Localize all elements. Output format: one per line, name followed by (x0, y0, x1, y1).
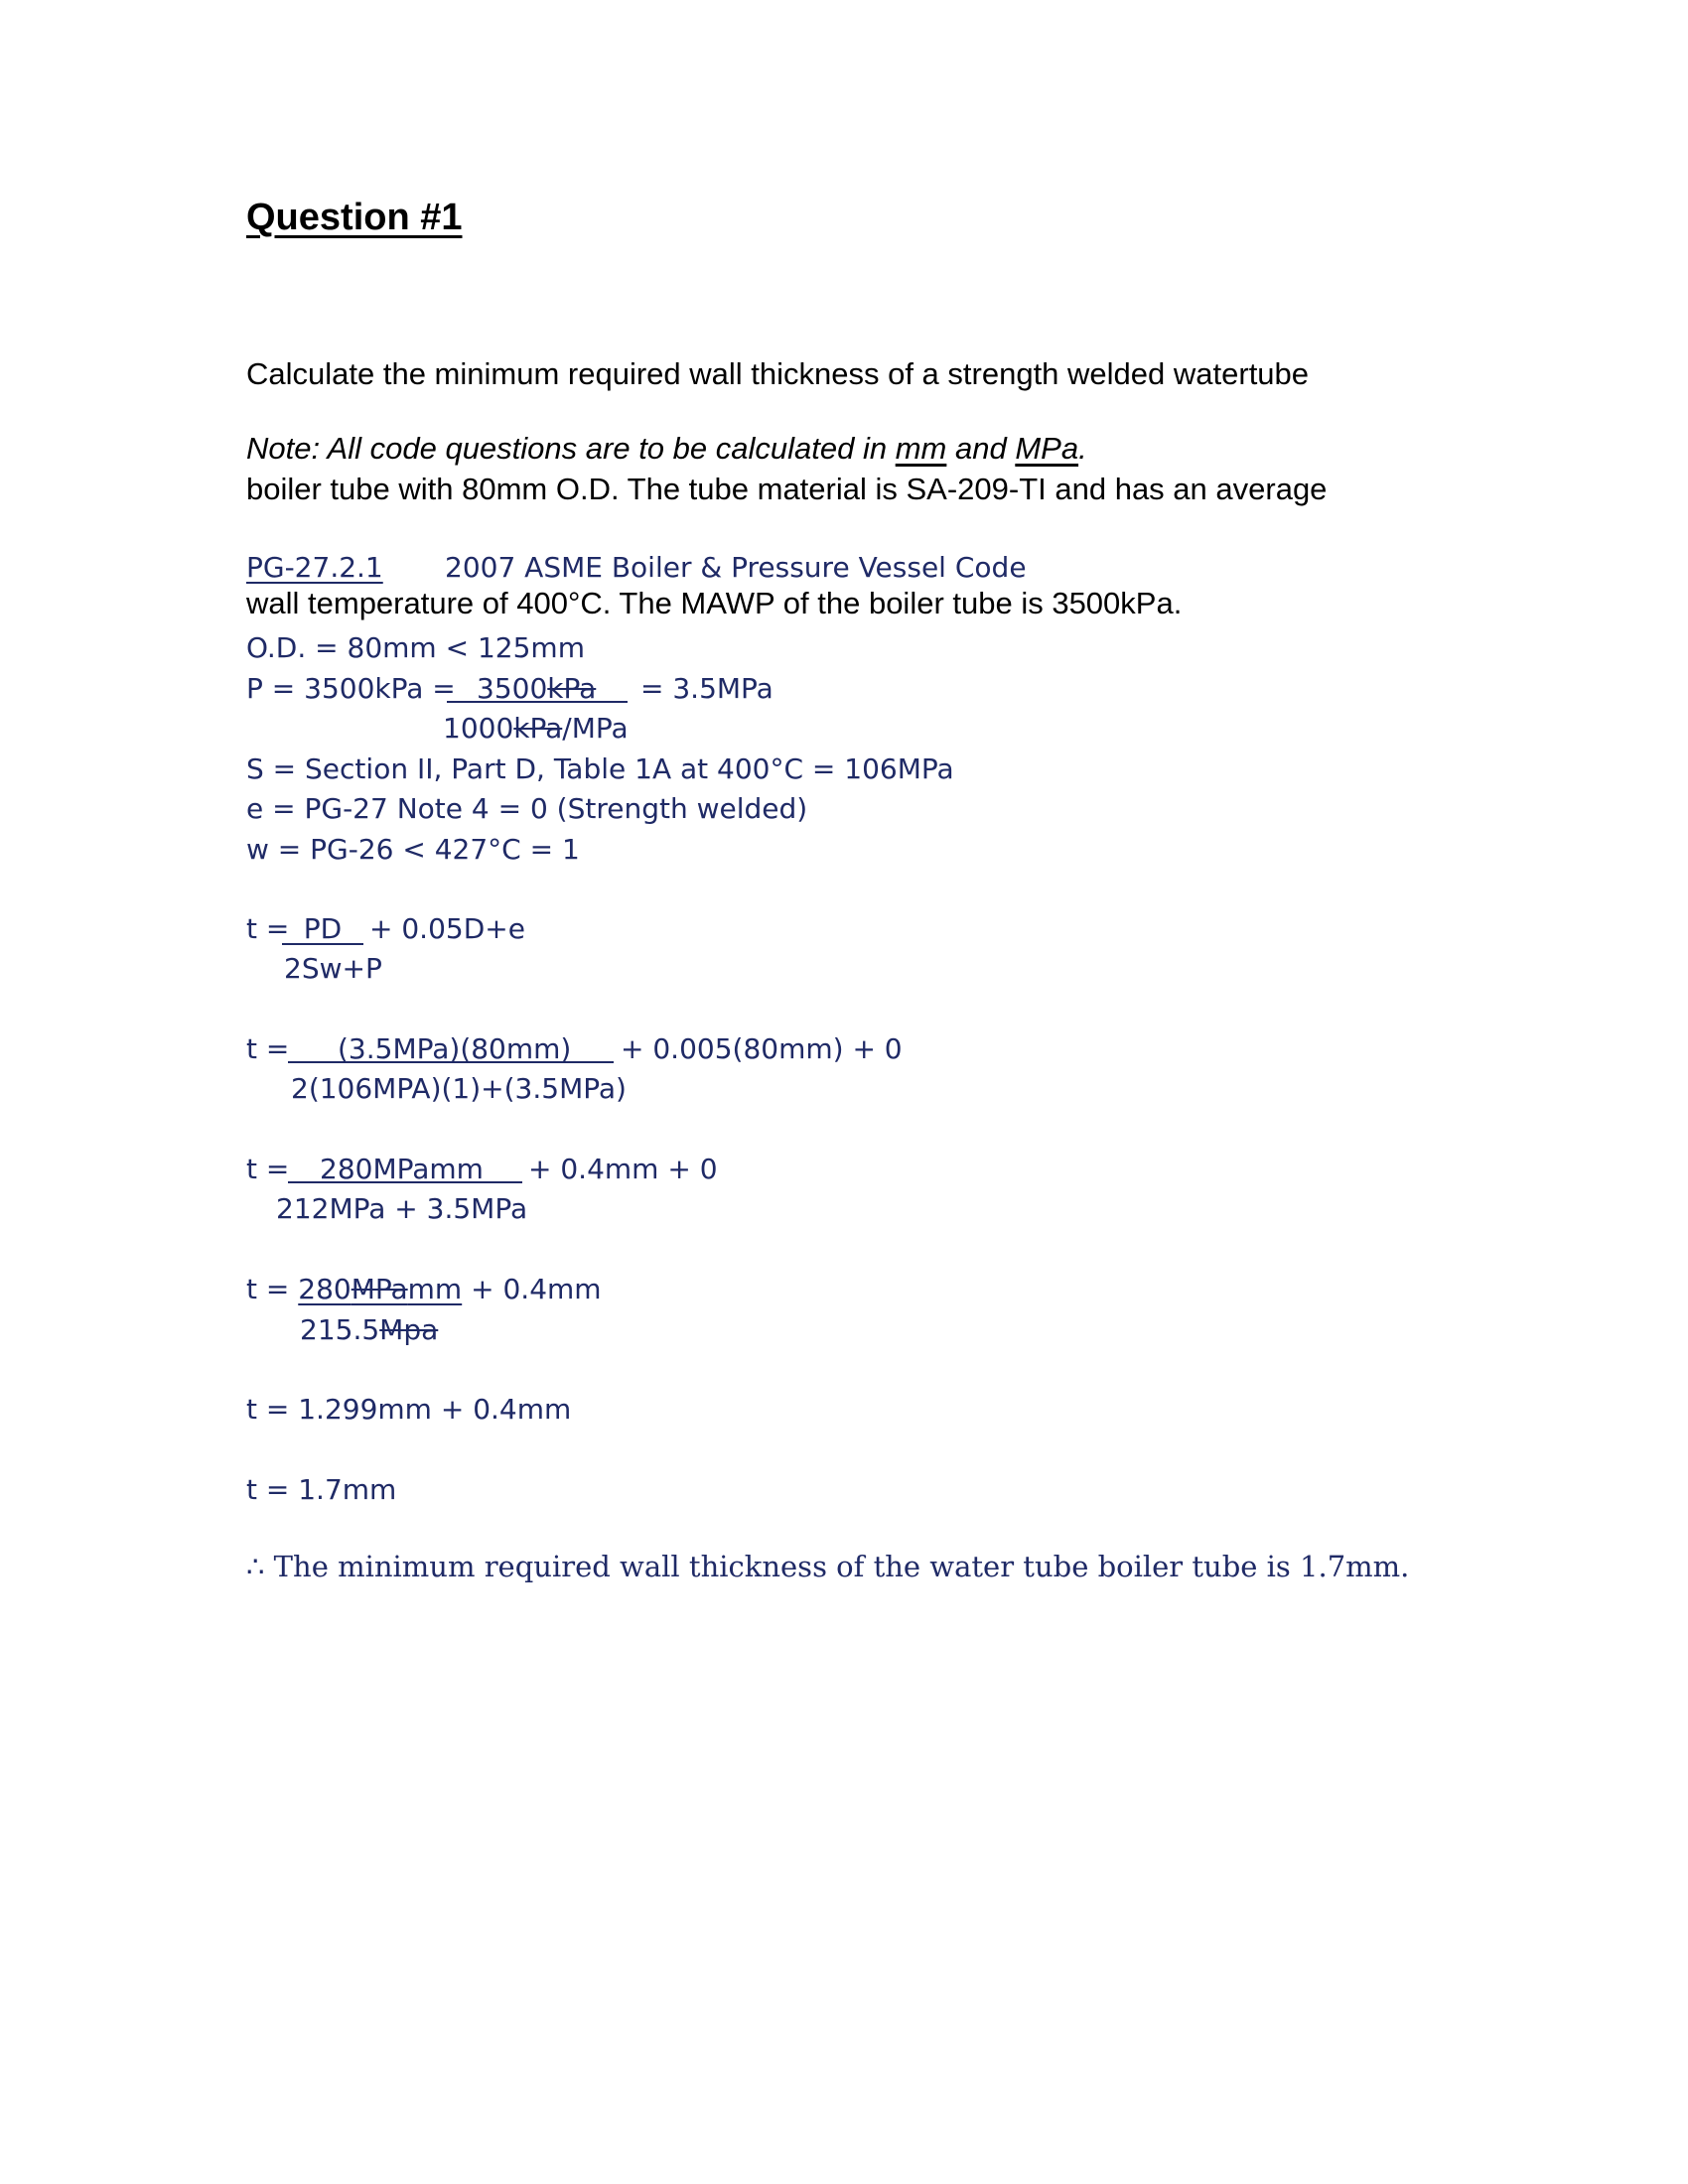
formula-3-numerator: 280MPamm (288, 1150, 522, 1183)
formula-6-line: t = 1.7mm (246, 1473, 397, 1506)
formula-3-prefix: t = (246, 1153, 290, 1185)
formula-2-denominator: 2(106MPA)(1)+(3.5MPa) (291, 1072, 627, 1105)
note-and: and (946, 431, 1016, 466)
note-end: . (1078, 431, 1087, 466)
pressure-result: = 3.5MPa (640, 672, 774, 705)
question-body (246, 279, 1327, 661)
note-prefix: Note: All code questions are to be calculated in (246, 431, 896, 466)
note-line (246, 431, 1087, 467)
conclusion-text: The minimum required wall thickness of the water tube boiler tube is 1.7mm. (273, 1550, 1410, 1583)
formula-1-rest: + 0.05D+e (369, 912, 525, 945)
code-reference: PG-27.2.1 (246, 551, 383, 584)
formula-4-line (246, 1270, 602, 1309)
formula-4-denominator (300, 1310, 438, 1350)
weld-factor-line: w = PG-26 < 427°C = 1 (246, 833, 580, 866)
question-line-1: Calculate the minimum required wall thickness of a strength welded watertube (246, 356, 1310, 391)
note-mm: mm (895, 431, 947, 466)
formula-5-line: t = 1.299mm + 0.4mm (246, 1393, 572, 1426)
formula-1-prefix: t = (246, 912, 290, 945)
question-title: Question #1 (246, 197, 463, 238)
note-mpa: MPa (1015, 431, 1079, 466)
formula-2-numerator: (3.5MPa)(80mm) (288, 1029, 614, 1063)
pressure-prefix: P = 3500kPa = (246, 672, 465, 705)
question-line-2: boiler tube with 80mm O.D. The tube material is SA-209-TI and has an average (246, 471, 1328, 506)
pressure-den-unit: kPa (513, 712, 563, 745)
pressure-num-unit: kPa (547, 672, 597, 705)
therefore-icon: ∴ (246, 1550, 265, 1583)
formula-4-numerator (298, 1273, 462, 1305)
od-line: O.D. = 80mm < 125mm (246, 631, 585, 664)
formula-4-rest: + 0.4mm (462, 1273, 602, 1305)
formula-4-prefix: t = (246, 1273, 299, 1305)
pressure-num-value: 3500 (477, 672, 548, 705)
efficiency-line: e = PG-27 Note 4 = 0 (Strength welded) (246, 792, 808, 825)
formula-4-num-unit-struck: MPa (351, 1273, 408, 1305)
formula-4-num-value: 280 (298, 1273, 352, 1305)
pressure-den-value: 1000 (443, 712, 514, 745)
conclusion-line (246, 1550, 1409, 1583)
formula-3-denominator: 212MPa + 3.5MPa (276, 1192, 528, 1225)
formula-1-numerator: PD (282, 909, 363, 945)
question-line-3: wall temperature of 400°C. The MAWP of the boiler tube is 3500kPa. (246, 586, 1183, 620)
formula-2-prefix: t = (246, 1032, 290, 1065)
formula-1-denominator: 2Sw+P (284, 952, 382, 985)
code-title: 2007 ASME Boiler & Pressure Vessel Code (445, 551, 1027, 584)
pressure-den-suffix: /MPa (562, 712, 629, 745)
formula-3-rest: + 0.4mm + 0 (528, 1153, 718, 1185)
formula-4-den-value: 215.5 (300, 1313, 380, 1346)
pressure-numerator (447, 669, 628, 703)
stress-line: S = Section II, Part D, Table 1A at 400°C = 106MPa (246, 752, 954, 785)
formula-2-rest: + 0.005(80mm) + 0 (621, 1032, 903, 1065)
pressure-denominator (443, 709, 629, 749)
formula-4-num-unit: mm (407, 1273, 463, 1305)
formula-4-den-unit: Mpa (379, 1313, 439, 1346)
